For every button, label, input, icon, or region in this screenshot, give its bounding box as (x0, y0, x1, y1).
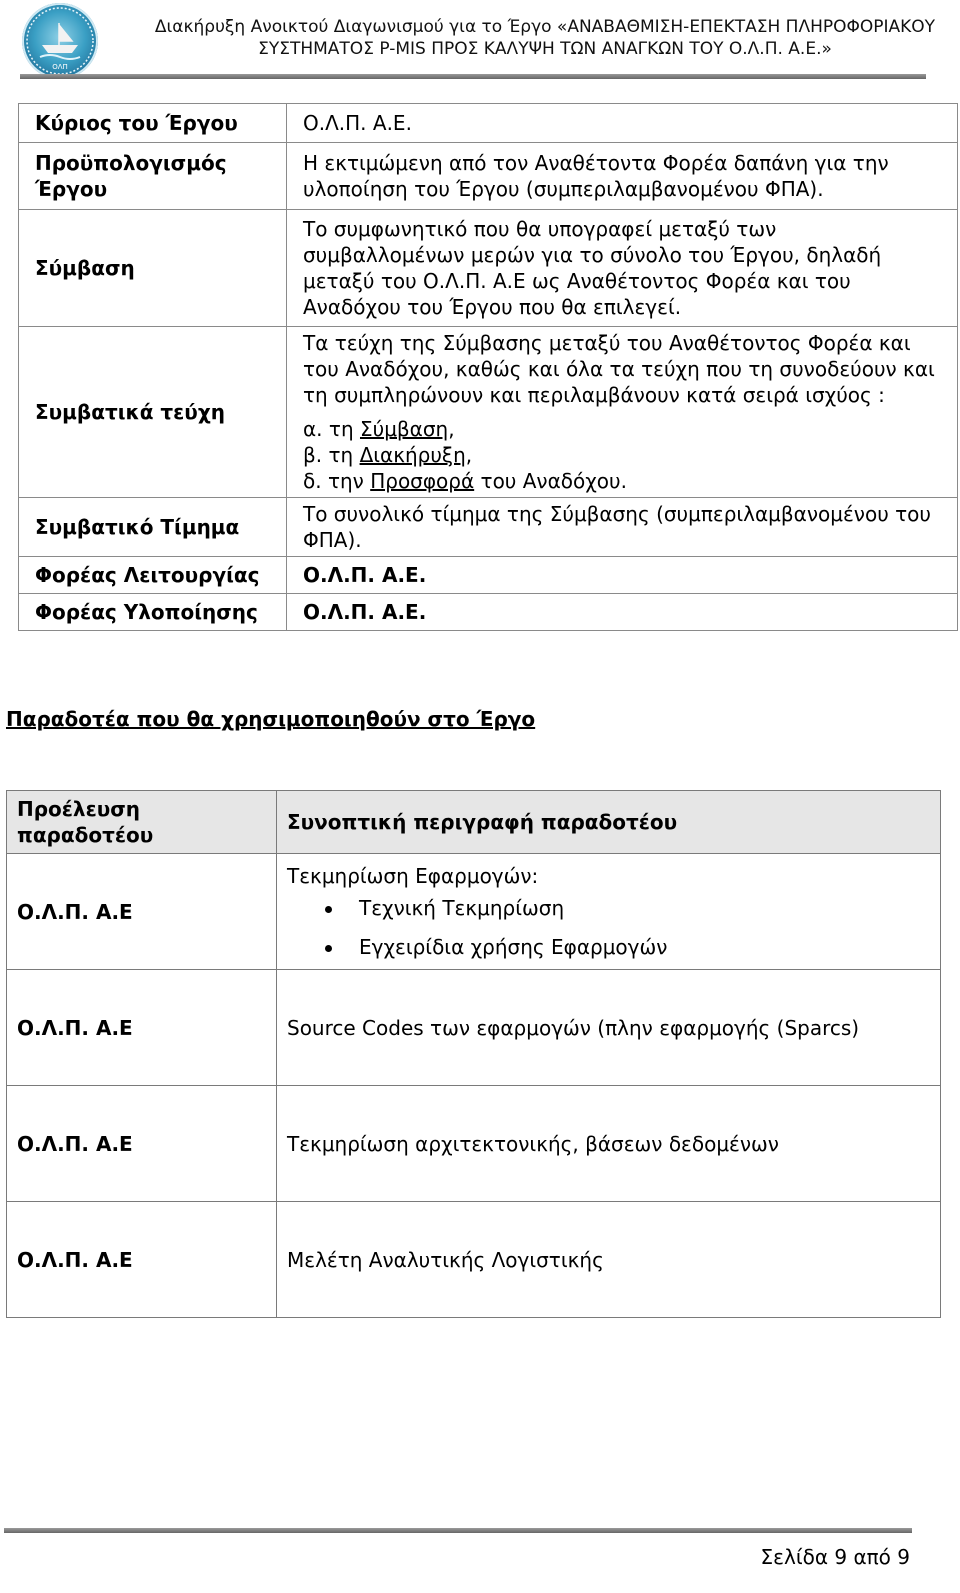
header-divider (20, 74, 926, 79)
table-row (19, 143, 958, 210)
deliverable-origin: Ο.Λ.Π. Α.Ε (7, 854, 277, 970)
ship-icon (22, 3, 98, 79)
deliverable-description (277, 854, 941, 970)
column-header-description: Συνοπτική περιγραφή παραδοτέου (277, 791, 941, 854)
list-item: Εγχειρίδια χρήσης Εφαρμογών (287, 934, 930, 960)
definition-value: Η εκτιμώμενη από τον Αναθέτοντα Φορέα δαπάνη για την υλοποίηση του Έργου (συμπεριλαμβανομένου ΦΠΑ). (287, 143, 958, 210)
list-item: α. τη Σύμβαση, (303, 417, 455, 441)
definition-label: Προϋπολογισμός Έργου (19, 143, 287, 210)
table-row (19, 594, 958, 631)
bullet-list (287, 895, 930, 960)
table-row (19, 104, 958, 143)
page-number: Σελίδα 9 από 9 (760, 1545, 910, 1569)
definition-label: Σύμβαση (19, 210, 287, 327)
svg-text:ΟΛΠ: ΟΛΠ (52, 63, 68, 71)
definitions-table (18, 103, 958, 631)
definition-value: Ο.Λ.Π. Α.Ε. (287, 594, 958, 631)
definition-label: Φορέας Υλοποίησης (19, 594, 287, 631)
table-row (7, 1202, 941, 1318)
list-item: δ. την Προσφορά του Αναδόχου. (303, 469, 627, 493)
definition-label: Συμβατικό Τίμημα (19, 498, 287, 557)
deliverable-description-text: Τεκμηρίωση Εφαρμογών: (287, 864, 539, 888)
section-title: Παραδοτέα που θα χρησιμοποιηθούν στο Έργο (6, 707, 536, 731)
deliverable-origin: Ο.Λ.Π. Α.Ε (7, 970, 277, 1086)
footer-divider (4, 1528, 912, 1533)
deliverable-description: Μελέτη Αναλυτικής Λογιστικής (277, 1202, 941, 1318)
table-row (19, 498, 958, 557)
contract-documents-intro: Τα τεύχη της Σύμβασης μεταξύ του Αναθέτοντος Φορέα και του Αναδόχου, καθώς και όλα τα τεύχη που τη συνοδεύουν και τη συμπληρώνουν και περιλαμβάνουν κατά σειρά ισχύος : (303, 331, 935, 407)
column-header-origin: Προέλευση παραδοτέου (7, 791, 277, 854)
table-row (19, 327, 958, 498)
deliverable-origin: Ο.Λ.Π. Α.Ε (7, 1086, 277, 1202)
list-item: β. τη Διακήρυξη, (303, 443, 473, 467)
deliverable-description: Τεκμηρίωση αρχιτεκτονικής, βάσεων δεδομένων (277, 1086, 941, 1202)
olp-seal-icon (22, 3, 98, 79)
page-header (0, 0, 960, 80)
tender-link[interactable]: Διακήρυξη (359, 443, 466, 467)
definition-label: Συμβατικά τεύχη (19, 327, 287, 498)
definition-value: Ο.Λ.Π. Α.Ε. (287, 104, 958, 143)
table-row (7, 1086, 941, 1202)
table-row (19, 557, 958, 594)
deliverable-origin: Ο.Λ.Π. Α.Ε (7, 1202, 277, 1318)
definition-value: Το συμφωνητικό που θα υπογραφεί μεταξύ των συμβαλλομένων μερών για το σύνολο του Έργου, δηλαδή μεταξύ του Ο.Λ.Π. Α.Ε ως Αναθέτοντος Φορέα και του Αναδόχου του Έργου που θα επιλεγεί. (287, 210, 958, 327)
table-header-row (7, 791, 941, 854)
definition-value (287, 327, 958, 498)
list-item: Τεχνική Τεκμηρίωση (287, 895, 930, 921)
table-row (7, 854, 941, 970)
contract-link[interactable]: Σύμβαση (359, 417, 449, 441)
table-row (19, 210, 958, 327)
definition-value: Το συνολικό τίμημα της Σύμβασης (συμπεριλαμβανομένου του ΦΠΑ). (287, 498, 958, 557)
table-row (7, 970, 941, 1086)
definition-value: Ο.Λ.Π. Α.Ε. (287, 557, 958, 594)
document-title: Διακήρυξη Ανοικτού Διαγωνισμού για το Έργο «ΑΝΑΒΑΘΜΙΣΗ-ΕΠΕΚΤΑΣΗ ΠΛΗΡΟΦΟΡΙΑΚΟΥ ΣΥΣΤΗΜΑΤΟΣ P-MIS ΠΡΟΣ ΚΑΛΥΨΗ ΤΩΝ ΑΝΑΓΚΩΝ ΤΟΥ Ο.Λ.Π. Α.Ε.» (154, 17, 936, 59)
deliverable-description: Source Codes των εφαρμογών (πλην εφαρμογής (Sparcs) (277, 970, 941, 1086)
offer-link[interactable]: Προσφορά (370, 469, 475, 493)
definition-label: Φορέας Λειτουργίας (19, 557, 287, 594)
deliverables-table (6, 790, 941, 1318)
definition-label: Κύριος του Έργου (19, 104, 287, 143)
